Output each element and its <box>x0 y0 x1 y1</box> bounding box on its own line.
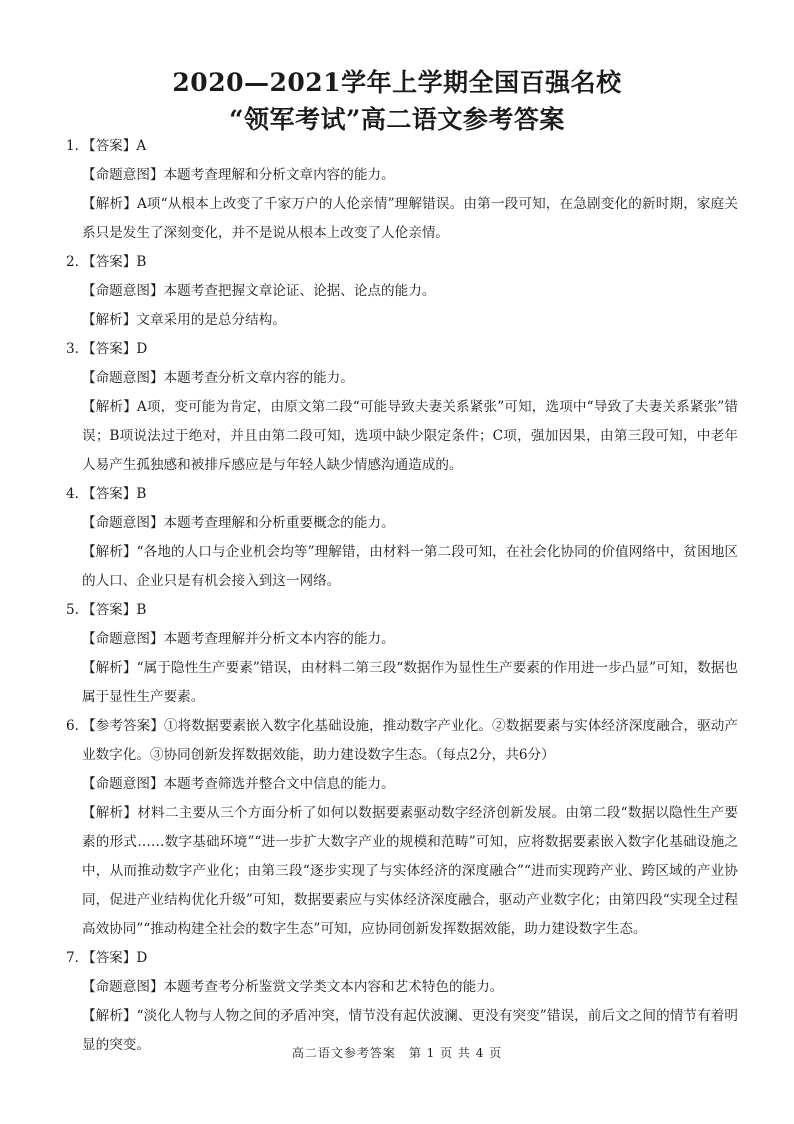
analysis-label: 【解析】 <box>82 312 137 328</box>
intent-label: 【命题意图】 <box>82 776 164 792</box>
answer-label: 【答案】 <box>82 341 137 357</box>
answer-value: A <box>136 138 147 154</box>
answer-row <box>82 248 738 277</box>
item-number: 3. <box>66 341 79 357</box>
analysis-row <box>82 393 738 480</box>
intent-row <box>82 364 738 393</box>
answer-row <box>82 335 738 364</box>
analysis-label: 【解析】 <box>82 544 137 560</box>
answer-item-6 <box>66 712 738 944</box>
analysis-text: “属于隐性生产要素”错误，由材料二第三段“数据作为显性生产要素的作用进一步凸显”可知，数据也属于显性生产要素。 <box>82 660 739 705</box>
answer-item-1 <box>66 132 738 248</box>
intent-label: 【命题意图】 <box>82 167 164 183</box>
page-title-line1: 2020—2021学年上学期全国百强名校 <box>172 68 622 97</box>
analysis-text: “淡化人物与人物之间的矛盾冲突，情节没有起伏波澜、更没有突变”错误，前后文之间的情节有着明显的突变。 <box>82 1008 738 1053</box>
answer-item-2 <box>66 248 738 335</box>
item-number: 2. <box>66 254 79 270</box>
answer-label: 【答案】 <box>82 254 137 270</box>
item-number: 4. <box>66 486 79 502</box>
intent-label: 【命题意图】 <box>82 631 164 647</box>
answer-item-5 <box>66 596 738 712</box>
item-number: 5. <box>66 602 79 618</box>
answer-value: B <box>136 254 147 270</box>
answer-list <box>66 132 738 1060</box>
intent-row <box>82 625 738 654</box>
answer-label: 【答案】 <box>82 950 137 966</box>
item-number: 1. <box>66 138 79 154</box>
analysis-label: 【解析】 <box>82 1008 137 1024</box>
analysis-label: 【解析】 <box>82 805 138 821</box>
intent-text: 本题考查理解并分析文本内容的能力。 <box>163 631 395 647</box>
intent-text: 本题考查分析文章内容的能力。 <box>163 370 354 386</box>
intent-text: 本题考查理解和分析文章内容的能力。 <box>163 167 395 183</box>
intent-row <box>82 277 738 306</box>
answer-row <box>82 480 738 509</box>
answer-label: 【参考答案】 <box>82 718 165 734</box>
intent-text: 本题考查考分析鉴赏文学类文本内容和艺术特色的能力。 <box>163 979 504 995</box>
intent-label: 【命题意图】 <box>82 979 164 995</box>
intent-row <box>82 509 738 538</box>
analysis-text: A项，变可能为肯定，由原文第二段“可能导致夫妻关系紧张”可知，选项中“导致了夫妻关系紧张”错误；B项说法过于绝对，并且由第二段可知，选项中缺少限定条件；C项，强加因果，由第三段可知，中老年人易产生孤独感和被排斥感应是与年轻人缺少情感沟通造成的。 <box>82 399 738 473</box>
intent-label: 【命题意图】 <box>82 515 164 531</box>
answer-item-7 <box>66 944 738 1060</box>
item-number: 6. <box>66 718 79 734</box>
analysis-row <box>82 799 738 944</box>
analysis-text: 材料二主要从三个方面分析了如何以数据要素驱动数字经济创新发展。由第二段“数据以隐性生产要素的形式……数字基础环境”“进一步扩大数字产业的规模和范畴”可知，应将数据要素嵌入数字化基础设施之中，从而推动数字产业化；由第三段“逐步实现了与实体经济的深度融合”“进而实现跨产业、跨区域的产业协同，促进产业结构优化升级”可知，数据要素应与实体经济深度融合，驱动产业数字化；由第四段“实现全过程高效协同”“推动构建全社会的数字生态”可知，应协同创新发挥数据效能，助力建设数字生态。 <box>82 805 739 937</box>
intent-label: 【命题意图】 <box>82 370 164 386</box>
analysis-text: A项“从根本上改变了千家万户的人伦亲情”理解错误。由第一段可知，在急剧变化的新时期，家庭关系只是发生了深刻变化，并不是说从根本上改变了人伦亲情。 <box>82 196 739 241</box>
answer-label: 【答案】 <box>82 486 137 502</box>
intent-text: 本题考查筛选并整合文中信息的能力。 <box>163 776 395 792</box>
intent-row <box>82 973 738 1002</box>
item-number: 7. <box>66 950 79 966</box>
analysis-text: “各地的人口与企业机会均等”理解错，由材料一第二段可知，在社会化协同的价值网络中，贫困地区的人口、企业只是有机会接入到这一网络。 <box>82 544 738 589</box>
analysis-text: 文章采用的是总分结构。 <box>136 312 286 328</box>
intent-text: 本题考查把握文章论证、论据、论点的能力。 <box>163 283 436 299</box>
analysis-row <box>82 306 738 335</box>
answer-value: ①将数据要素嵌入数字化基础设施，推动数字产业化。②数据要素与实体经济深度融合，驱动产业数字化。③协同创新发挥数据效能，助力建设数字生态。（每点2分，共6分） <box>82 718 739 763</box>
answer-value: D <box>136 341 148 357</box>
page-title-line2: “领军考试”高二语文参考答案 <box>229 105 565 134</box>
analysis-label: 【解析】 <box>82 660 137 676</box>
answer-row <box>82 132 738 161</box>
analysis-label: 【解析】 <box>82 399 137 415</box>
answer-row <box>82 596 738 625</box>
answer-label: 【答案】 <box>82 602 137 618</box>
answer-value: D <box>136 950 148 966</box>
answer-value: B <box>136 602 147 618</box>
answer-value: B <box>136 486 147 502</box>
intent-text: 本题考查理解和分析重要概念的能力。 <box>163 515 395 531</box>
page-footer: 高二语文参考答案 第 1 页 共 4 页 <box>291 1046 503 1060</box>
answer-label: 【答案】 <box>82 138 137 154</box>
answer-item-3 <box>66 335 738 480</box>
answer-item-4 <box>66 480 738 596</box>
analysis-row <box>82 538 738 596</box>
analysis-row <box>82 654 738 712</box>
analysis-row <box>82 190 738 248</box>
intent-row <box>82 161 738 190</box>
analysis-label: 【解析】 <box>82 196 137 212</box>
intent-label: 【命题意图】 <box>82 283 164 299</box>
intent-row <box>82 770 738 799</box>
answer-row <box>82 712 738 770</box>
answer-row <box>82 944 738 973</box>
